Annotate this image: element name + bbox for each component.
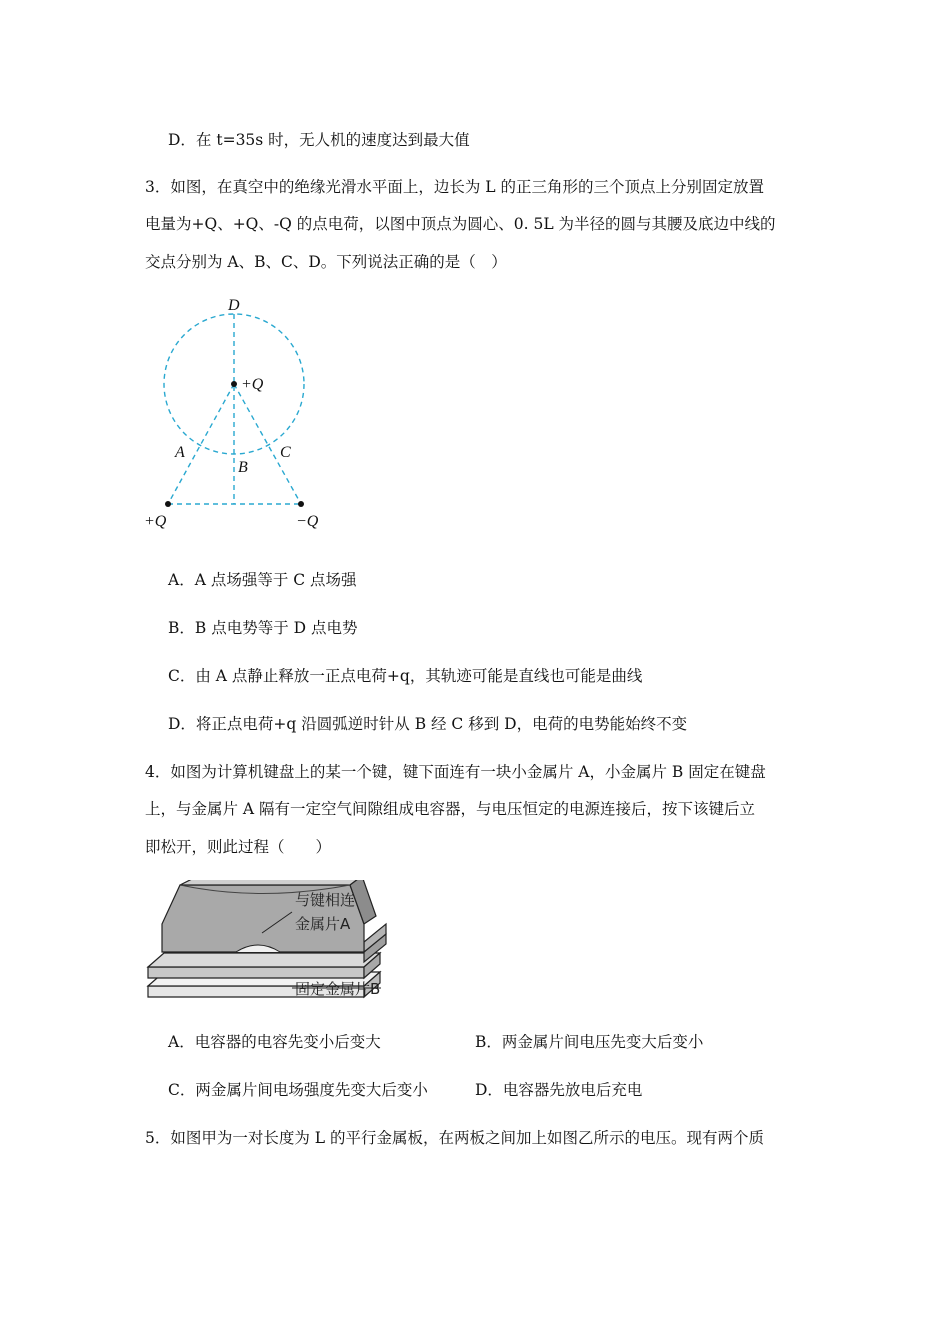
q4-keyboard-key-figure <box>140 880 440 1005</box>
q3-stem-line-1: 3．如图，在真空中的绝缘光滑水平面上，边长为 L 的正三角形的三个顶点上分别固定放置 <box>145 178 765 196</box>
q3-stem-line-2: 电量为+Q、+Q、-Q 的点电荷，以图中顶点为圆心、0. 5L 为半径的圆与其腰及底边中线的 <box>145 215 776 233</box>
label-a-line2: 金属片A <box>295 915 351 933</box>
label-d: D <box>228 297 240 314</box>
q4-option-a: A．电容器的电容先变小后变大 <box>168 1033 381 1051</box>
q3-stem-line-3: 交点分别为 A、B、C、D。下列说法正确的是（ ） <box>145 253 507 271</box>
q4-stem-line-3: 即松开，则此过程（ ） <box>145 838 332 856</box>
label-b: 固定金属片B <box>295 980 381 998</box>
previous-option-d: D．在 t=35s 时，无人机的速度达到最大值 <box>168 131 470 149</box>
q3-option-a: A．A 点场强等于 C 点场强 <box>168 571 357 589</box>
q4-option-c: C．两金属片间电场强度先变大后变小 <box>168 1081 428 1099</box>
label-a-line1: 与键相连 <box>295 891 356 909</box>
label-right-charge: −Q <box>296 513 319 530</box>
q4-stem-line-1: 4．如图为计算机键盘上的某一个键，键下面连有一块小金属片 A，小金属片 B 固定在键盘 <box>145 763 766 781</box>
label-left-charge: +Q <box>144 513 167 530</box>
label-b: B <box>238 459 248 476</box>
q3-option-c: C．由 A 点静止释放一正点电荷+q，其轨迹可能是直线也可能是曲线 <box>168 667 643 685</box>
q4-stem-line-2: 上，与金属片 A 隔有一定空气间隙组成电容器，与电压恒定的电源连接后，按下该键后立 <box>145 800 756 818</box>
label-c: C <box>280 444 291 461</box>
q3-option-d: D．将正点电荷+q 沿圆弧逆时针从 B 经 C 移到 D，电荷的电势能始终不变 <box>168 715 688 733</box>
q3-figure <box>135 290 345 535</box>
q4-option-b: B．两金属片间电压先变大后变小 <box>475 1033 704 1051</box>
q5-stem-line-1: 5．如图甲为一对长度为 L 的平行金属板，在两板之间加上如图乙所示的电压。现有两个质 <box>145 1129 765 1147</box>
q3-option-b: B．B 点电势等于 D 点电势 <box>168 619 358 637</box>
label-top-charge: +Q <box>241 376 264 393</box>
q4-option-d: D．电容器先放电后充电 <box>475 1081 643 1099</box>
label-a: A <box>175 444 185 461</box>
